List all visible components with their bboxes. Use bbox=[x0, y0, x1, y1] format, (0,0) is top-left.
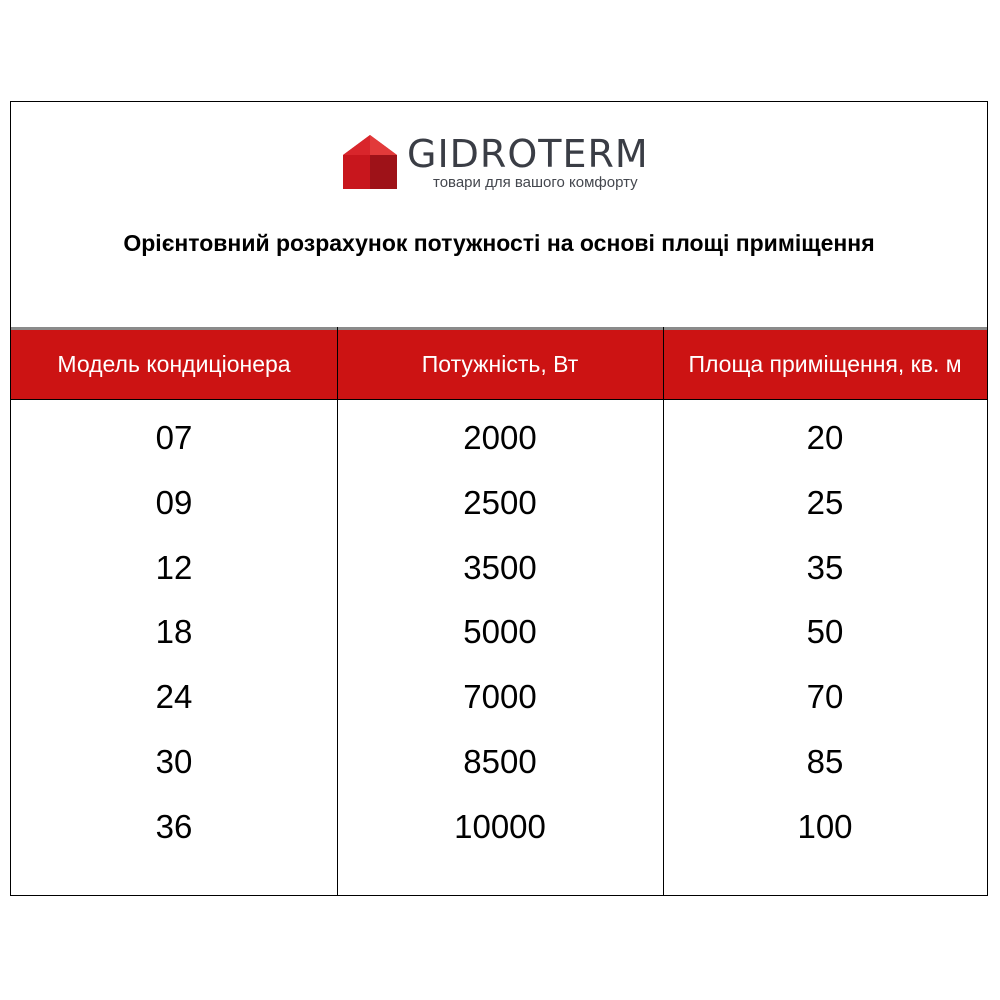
cell-power: 2000 bbox=[463, 419, 537, 456]
cell-model: 18 bbox=[155, 613, 193, 650]
cell-area: 50 bbox=[806, 613, 844, 650]
brand-tagline: товари для вашого комфорту bbox=[433, 174, 638, 191]
table-row bbox=[11, 538, 987, 598]
page-title: Орієнтовний розрахунок потужності на основі площі приміщення bbox=[123, 230, 875, 256]
cell-model: 30 bbox=[155, 743, 193, 780]
cell-power: 10000 bbox=[454, 808, 546, 845]
table-row bbox=[11, 602, 987, 662]
column-header-model: Модель кондиціонера bbox=[57, 351, 291, 377]
table-row bbox=[11, 408, 987, 468]
brand-logo bbox=[343, 132, 673, 194]
cell-power: 7000 bbox=[463, 678, 537, 715]
brand-name: GIDROTERM bbox=[407, 132, 649, 176]
column-header-area: Площа приміщення, кв. м bbox=[688, 351, 962, 377]
table-row bbox=[11, 473, 987, 533]
cell-model: 24 bbox=[155, 678, 193, 715]
house-logo-icon bbox=[343, 135, 397, 189]
cell-area: 20 bbox=[806, 419, 844, 456]
cell-area: 70 bbox=[806, 678, 844, 715]
cell-power: 2500 bbox=[463, 484, 537, 521]
info-card bbox=[10, 101, 988, 896]
table-row bbox=[11, 797, 987, 857]
cell-power: 5000 bbox=[463, 613, 537, 650]
cell-area: 35 bbox=[806, 549, 844, 586]
capacity-table bbox=[11, 327, 987, 895]
cell-area: 100 bbox=[797, 808, 853, 845]
column-header-power: Потужність, Вт bbox=[421, 351, 579, 377]
cell-power: 3500 bbox=[463, 549, 537, 586]
header-divider bbox=[11, 399, 987, 400]
cell-area: 25 bbox=[806, 484, 844, 521]
table-row bbox=[11, 667, 987, 727]
cell-model: 12 bbox=[155, 549, 193, 586]
cell-model: 09 bbox=[155, 484, 193, 521]
cell-power: 8500 bbox=[463, 743, 537, 780]
table-row bbox=[11, 732, 987, 792]
table-header-row bbox=[11, 327, 987, 399]
cell-model: 36 bbox=[155, 808, 193, 845]
cell-model: 07 bbox=[155, 419, 193, 456]
cell-area: 85 bbox=[806, 743, 844, 780]
